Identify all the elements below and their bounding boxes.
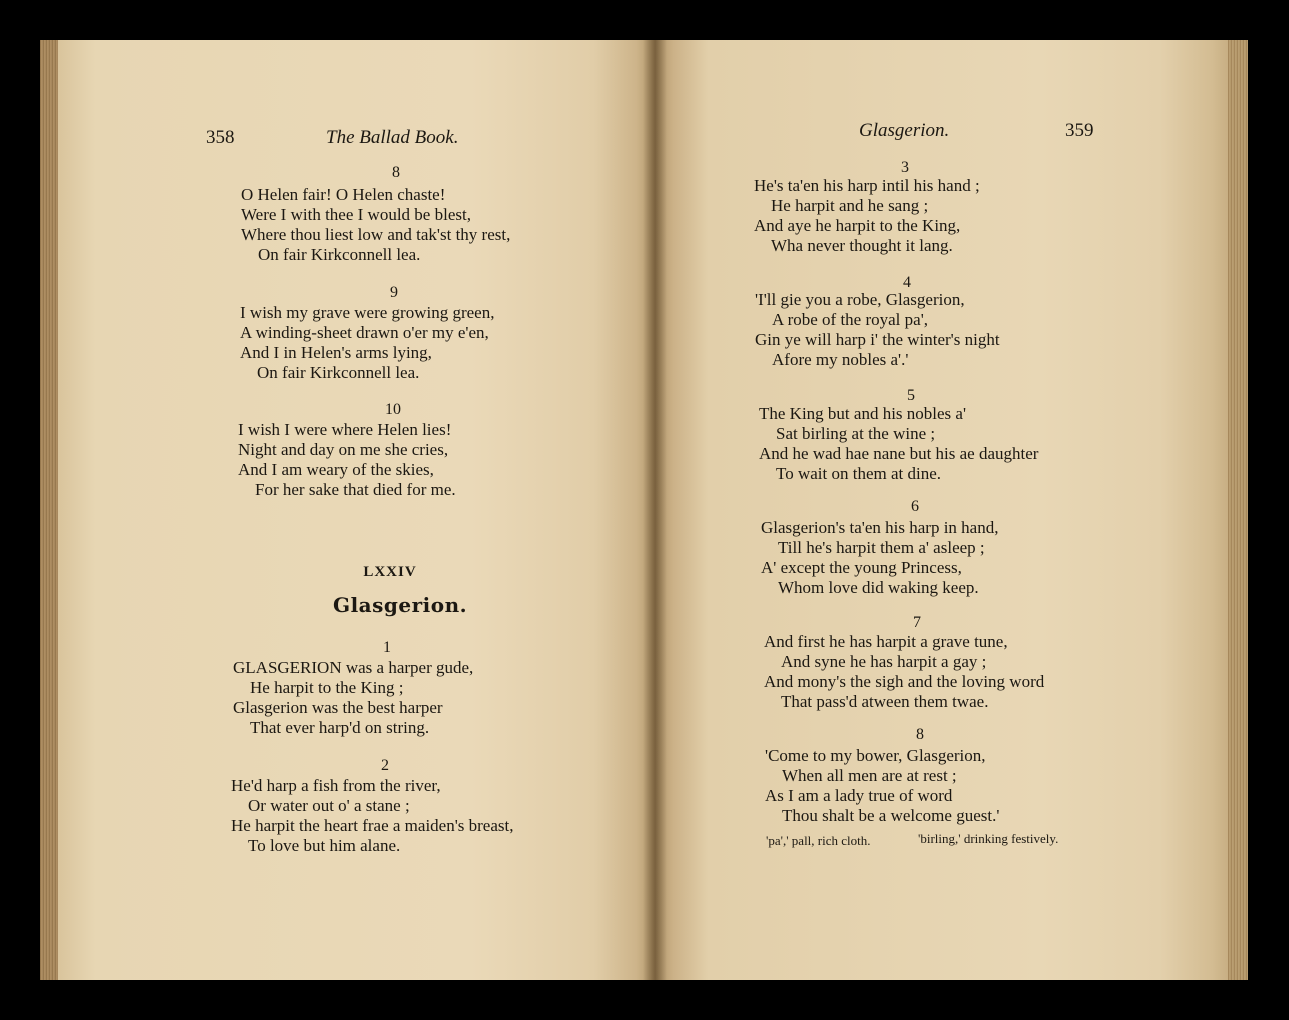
verse-line: As I am a lady true of word bbox=[765, 786, 953, 805]
stanza bbox=[761, 518, 998, 598]
verse-line: That ever harp'd on string. bbox=[250, 718, 430, 737]
verse-line: On fair Kirkconnell lea. bbox=[257, 363, 420, 382]
verse-line: Were I with thee I would be blest, bbox=[241, 205, 471, 224]
book-spine bbox=[643, 40, 667, 980]
verse-line: Where thou liest low and tak'st thy rest, bbox=[241, 225, 511, 244]
verse-line: O Helen fair! O Helen chaste! bbox=[241, 185, 446, 204]
verse-line: I wish my grave were growing green, bbox=[240, 303, 495, 322]
verse-line: And I in Helen's arms lying, bbox=[240, 343, 432, 362]
stanza-number: 8 bbox=[392, 164, 400, 181]
ballad-number: LXXIV bbox=[363, 564, 417, 580]
verse-line: And he wad hae nane but his ae daughter bbox=[759, 444, 1039, 463]
verse-line: Night and day on me she cries, bbox=[238, 440, 449, 459]
verse-line: He harpit to the King ; bbox=[250, 678, 404, 697]
verse-line: A' except the young Princess, bbox=[761, 558, 962, 577]
verse-line: The King but and his nobles a' bbox=[759, 404, 967, 423]
left-page bbox=[40, 40, 655, 980]
page-edge bbox=[40, 40, 58, 980]
stanza-number: 9 bbox=[390, 284, 398, 301]
stanza bbox=[238, 420, 456, 500]
stanza-number: 8 bbox=[916, 726, 924, 743]
page-edge bbox=[1228, 40, 1248, 980]
stanza-number: 2 bbox=[381, 757, 389, 774]
verse-line: I wish I were where Helen lies! bbox=[238, 420, 452, 439]
verse-line: He'd harp a fish from the river, bbox=[231, 776, 441, 795]
right-page bbox=[655, 40, 1248, 980]
stanza-number: 3 bbox=[901, 159, 909, 176]
stanza-number: 10 bbox=[385, 401, 401, 418]
verse-line: To wait on them at dine. bbox=[776, 464, 941, 483]
verse-line: Wha never thought it lang. bbox=[771, 236, 953, 255]
stanza-number: 4 bbox=[903, 274, 911, 291]
stanza bbox=[759, 404, 1038, 484]
verse-line: And syne he has harpit a gay ; bbox=[781, 652, 987, 671]
verse-line: He harpit and he sang ; bbox=[771, 196, 929, 215]
page-number: 359 bbox=[1065, 120, 1094, 141]
verse-line: And aye he harpit to the King, bbox=[754, 216, 961, 235]
verse-line: A robe of the royal pa', bbox=[772, 310, 929, 329]
verse-line: Sat birling at the wine ; bbox=[776, 424, 936, 443]
running-head: Glasgerion. bbox=[859, 120, 950, 141]
verse-line: GLASGERION was a harper gude, bbox=[233, 658, 474, 677]
stanza-number: 5 bbox=[907, 387, 915, 404]
verse-line: A winding-sheet drawn o'er my e'en, bbox=[240, 323, 489, 342]
verse-line: To love but him alane. bbox=[248, 836, 401, 855]
verse-line: Glasgerion was the best harper bbox=[233, 698, 443, 717]
verse-line: He harpit the heart frae a maiden's breast, bbox=[231, 816, 514, 835]
verse-line: And first he has harpit a grave tune, bbox=[764, 632, 1008, 651]
stanza-number: 7 bbox=[913, 614, 921, 631]
stanza bbox=[240, 303, 494, 383]
verse-line: 'I'll gie you a robe, Glasgerion, bbox=[755, 290, 965, 309]
footnote-gloss: 'birling,' drinking festively. bbox=[918, 831, 1059, 846]
verse-line: For her sake that died for me. bbox=[255, 480, 456, 499]
stanza-number: 6 bbox=[911, 498, 919, 515]
verse-line: He's ta'en his harp intil his hand ; bbox=[754, 176, 980, 195]
verse-line: Afore my nobles a'.' bbox=[772, 350, 909, 369]
verse-line: Whom love did waking keep. bbox=[778, 578, 979, 597]
verse-line: Glasgerion's ta'en his harp in hand, bbox=[761, 518, 999, 537]
verse-line: Till he's harpit them a' asleep ; bbox=[778, 538, 985, 557]
verse-line: That pass'd atween them twae. bbox=[781, 692, 989, 711]
stanza bbox=[764, 632, 1044, 712]
ballad-title: Glasgerion. bbox=[333, 593, 468, 617]
page-number: 358 bbox=[206, 127, 235, 148]
verse-line: On fair Kirkconnell lea. bbox=[258, 245, 421, 264]
stanza bbox=[241, 185, 510, 265]
verse-line: Or water out o' a stane ; bbox=[248, 796, 410, 815]
verse-line: Gin ye will harp i' the winter's night bbox=[755, 330, 1000, 349]
stanza bbox=[754, 176, 980, 256]
stanza bbox=[765, 746, 999, 826]
verse-line: Thou shalt be a welcome guest.' bbox=[782, 806, 1000, 825]
stanza bbox=[233, 658, 473, 738]
open-book bbox=[40, 40, 1248, 980]
stanza bbox=[231, 776, 513, 856]
verse-line: And mony's the sigh and the loving word bbox=[764, 672, 1045, 691]
verse-line: When all men are at rest ; bbox=[782, 766, 957, 785]
verse-line: 'Come to my bower, Glasgerion, bbox=[765, 746, 986, 765]
footnote-gloss: 'pa',' pall, rich cloth. bbox=[766, 833, 871, 848]
stanza-number: 1 bbox=[383, 639, 391, 656]
stanza bbox=[755, 290, 1000, 370]
verse-line: And I am weary of the skies, bbox=[238, 460, 434, 479]
running-head: The Ballad Book. bbox=[326, 127, 459, 148]
